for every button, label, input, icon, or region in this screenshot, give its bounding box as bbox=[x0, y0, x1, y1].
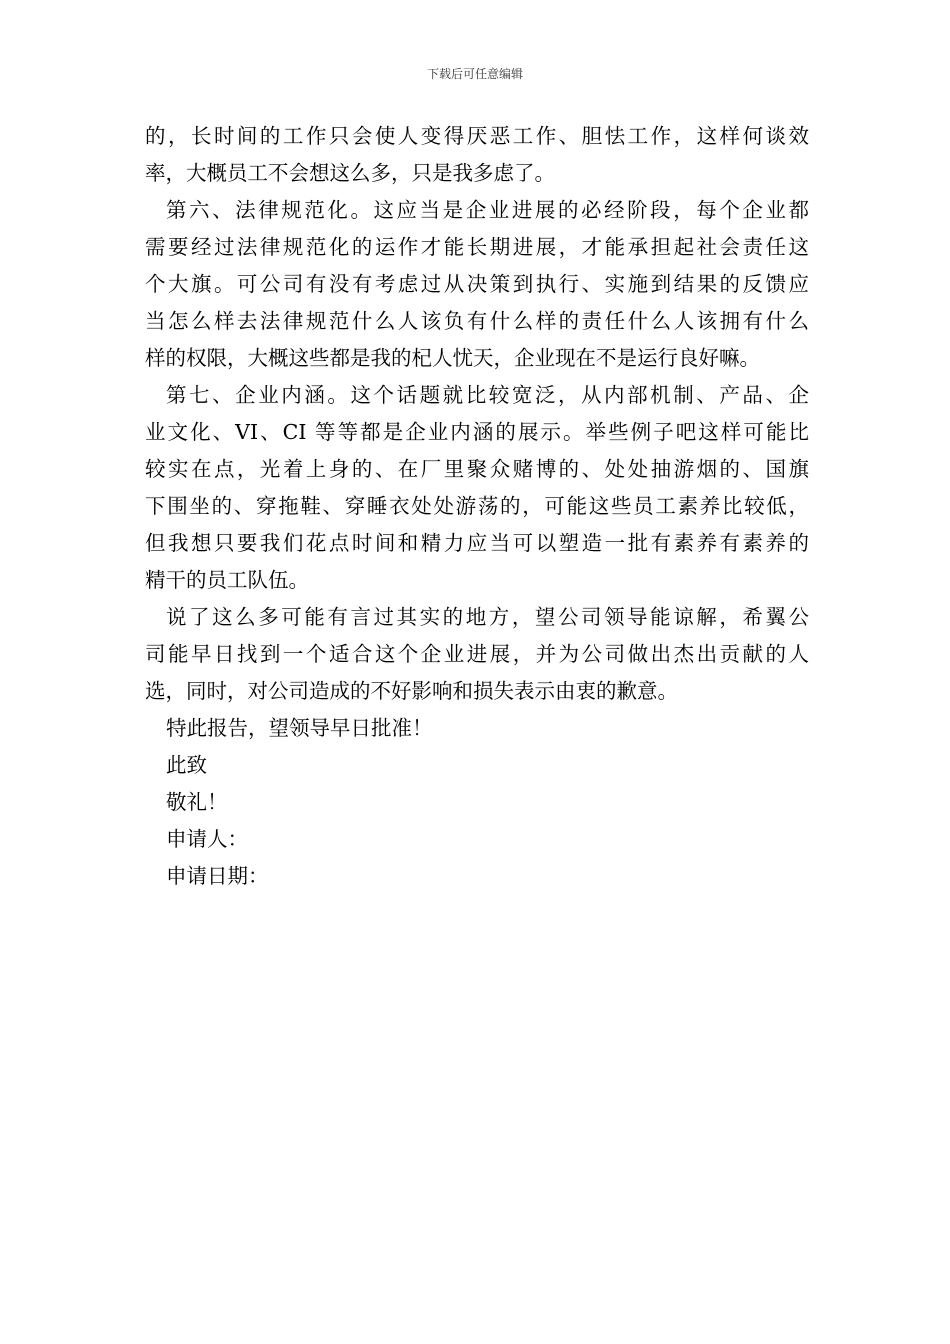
text-line: 第六、法律规范化。这应当是企业进展的必经阶段，每个企业都 bbox=[166, 198, 809, 222]
paragraph-legal-standardization bbox=[145, 192, 809, 377]
application-date-label: 申请日期： bbox=[166, 864, 269, 888]
page-header: 下载后可任意编辑 bbox=[426, 67, 523, 81]
document-body bbox=[145, 118, 809, 895]
paragraph-corporate-culture bbox=[145, 377, 809, 599]
text-line: 需要经过法律规范化的运作才能长期进展，才能承担起社会责任这 bbox=[145, 235, 809, 259]
text-line: 较实在点，光着上身的、在厂里聚众赌博的、处处抽游烟的、国旗 bbox=[145, 457, 809, 481]
text-line: 率，大概员工不会想这么多，只是我多虑了。 bbox=[145, 161, 555, 185]
text-line: 但我想只要我们花点时间和精力应当可以塑造一批有素养有素养的 bbox=[145, 531, 809, 555]
text-line: 说了这么多可能有言过其实的地方，望公司领导能谅解，希翼公 bbox=[166, 605, 809, 629]
applicant-label: 申请人： bbox=[166, 827, 248, 851]
closing-respect: 敬礼！ bbox=[166, 790, 228, 814]
closing-salutation: 此致 bbox=[166, 753, 207, 777]
text-line: 的，长时间的工作只会使人变得厌恶工作、胆怯工作，这样何谈效 bbox=[145, 124, 809, 148]
text-line: 样的权限，大概这些都是我的杞人忧天，企业现在不是运行良好嘛。 bbox=[145, 346, 760, 370]
text-line: 下围坐的、穿拖鞋、穿睡衣处处游荡的，可能这些员工素养比较低， bbox=[145, 494, 809, 518]
text-line: 第七、企业内涵。这个话题就比较宽泛，从内部机制、产品、企 bbox=[166, 383, 809, 407]
text-line: 精干的员工队伍。 bbox=[145, 568, 309, 592]
closing-request: 特此报告，望领导早日批准！ bbox=[166, 716, 433, 740]
text-line: 当怎么样去法律规范什么人该负有什么样的责任什么人该拥有什么 bbox=[145, 309, 809, 333]
text-line: 司能早日找到一个适合这个企业进展，并为公司做出杰出贡献的人 bbox=[145, 642, 809, 666]
paragraph-apology bbox=[145, 599, 809, 710]
paragraph-continuation bbox=[145, 118, 809, 192]
text-line: 选，同时，对公司造成的不好影响和损失表示由衷的歉意。 bbox=[145, 679, 678, 703]
text-line: 个大旗。可公司有没有考虑过从决策到执行、实施到结果的反馈应 bbox=[145, 272, 809, 296]
text-line: 业文化、VI、CI 等等都是企业内涵的展示。举些例子吧这样可能比 bbox=[145, 420, 809, 444]
